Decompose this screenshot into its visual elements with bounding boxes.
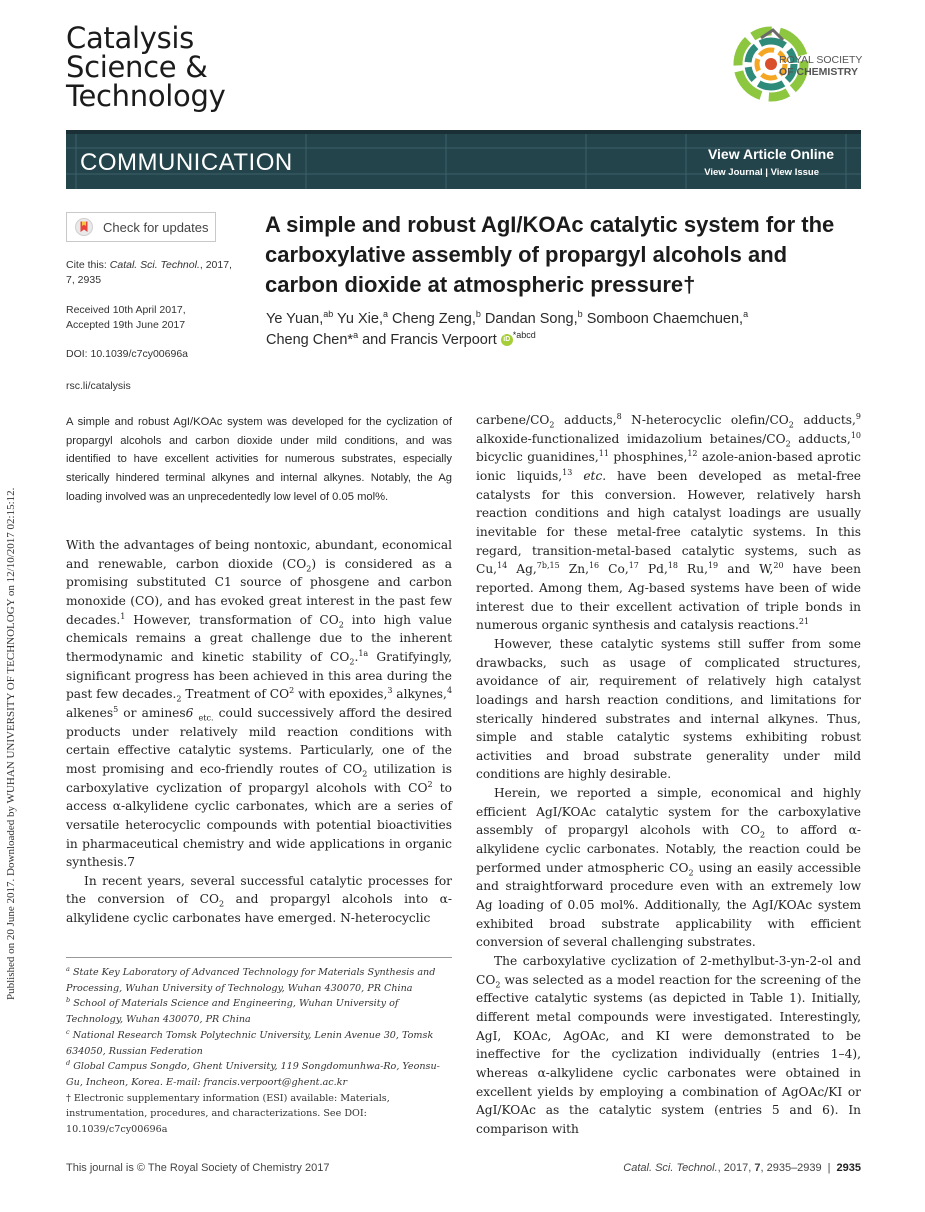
- text-run: Co,: [599, 562, 629, 577]
- citation-ref[interactable]: 10: [850, 430, 861, 440]
- citation-ref[interactable]: 18: [667, 561, 679, 571]
- text-run: and W,: [718, 562, 774, 577]
- citation-ref[interactable]: 5: [113, 704, 119, 714]
- italic-text: 6: [185, 705, 194, 720]
- text-run: In recent years, several successful catalytic processes for the conversion of CO: [66, 873, 452, 907]
- footnote-affiliation: [66, 1028, 456, 1059]
- text-run: The carboxylative cyclization of 2-methylbut-3-yn-2-ol and CO: [476, 954, 861, 987]
- footnote-divider: [66, 957, 452, 958]
- author-name: Ye Yuan,: [266, 311, 324, 327]
- view-article-online-link[interactable]: View Article Online: [707, 146, 834, 162]
- citation-ref[interactable]: 8: [616, 411, 622, 421]
- author-name: and Francis Verpoort: [358, 332, 501, 348]
- received-date: Received 10th April 2017,: [66, 304, 186, 316]
- paragraph: However, these catalytic systems still suffer from some drawbacks, such as usage of complicated structures, avoidance of air, requirement of relatively high catalyst loadings and harsh reaction conditions, and limitations for sterically hindered substrates and internal alkynes. Thus, simple and stable catalytic systems exhibiting robust activities and broad substrate generality under mild conditions are highly desirable.: [476, 636, 861, 782]
- subscript: 2: [338, 620, 344, 630]
- text-run: With the advantages of being nontoxic, abundant, economical and renewable, carbon dioxide (CO: [66, 538, 452, 571]
- text-run: have been reported. Among them, Ag-based systems have been of wide interest due to their excellent activation of triple bonds in numerous organic synthesis and catalysis reactions.: [476, 562, 861, 633]
- subscript: 2: [785, 439, 791, 449]
- footer-copyright: This journal is © The Royal Society of Chemistry 2017: [66, 1162, 330, 1174]
- footer-volume: 7: [754, 1162, 761, 1174]
- text-run: alkoxide-functionalized imidazolium betaines/CO: [476, 431, 786, 446]
- text-run: or amines: [118, 705, 186, 720]
- subscript: 2: [218, 899, 225, 909]
- citation-ref[interactable]: 1a: [358, 648, 369, 658]
- subscript: 2: [349, 657, 355, 667]
- footer-journal: Catal. Sci. Technol.: [623, 1162, 718, 1174]
- author-affil: b: [577, 309, 583, 320]
- doi[interactable]: DOI: 10.1039/c7cy00696a: [66, 348, 189, 360]
- author-affil: b: [475, 309, 481, 320]
- body-left-column: [66, 536, 452, 928]
- citation: [66, 258, 232, 287]
- footnote-text: National Research Tomsk Polytechnic University, Lenin Avenue 30, Tomsk 634050, Russian Federation: [66, 1029, 434, 1057]
- text-run: Ru,: [678, 562, 708, 577]
- author-affil: a: [353, 330, 359, 341]
- dates: [66, 303, 186, 332]
- paragraph: [476, 784, 861, 952]
- subscript: 2: [495, 980, 501, 990]
- article-title: A simple and robust AgI/KOAc catalytic system for the carboxylative assembly of propargyl alcohols and carbon dioxide at atmospheric pressure†: [265, 212, 835, 297]
- cite-journal: Catal. Sci. Technol.: [109, 259, 200, 271]
- citation-ref[interactable]: 2: [289, 686, 295, 696]
- text-run: [572, 469, 583, 483]
- citation-ref[interactable]: 12: [687, 449, 698, 459]
- text-run: Treatment of CO: [181, 687, 290, 702]
- check-for-updates-label: Check for updates: [103, 220, 209, 235]
- text-run: N-heterocyclic olefin/CO: [621, 413, 789, 427]
- subscript: etc.: [198, 713, 214, 723]
- rsc-logo[interactable]: [733, 24, 863, 112]
- footnote-esi: † Electronic supplementary information (ESI) available: Materials, instrumentation, procedures, and characterizations. See DOI: 10.1039/c7cy00696a: [66, 1092, 390, 1136]
- check-for-updates-button[interactable]: [66, 212, 216, 242]
- author-name: Cheng Chen*: [266, 332, 354, 348]
- citation-ref[interactable]: 7b,15: [536, 561, 560, 571]
- footnote-text: Global Campus Songdo, Ghent University, 119 Songdomunhwa-Ro, Yeonsu-Gu, Incheon, Korea. E-mail: francis.verpoort@ghent.ac.kr: [66, 1061, 440, 1088]
- view-links-divider: |: [765, 167, 768, 178]
- text-run: alkenes: [66, 705, 114, 720]
- footnotes: [66, 965, 456, 1138]
- italic-text: etc.: [583, 468, 607, 483]
- citation-ref[interactable]: 9: [855, 411, 862, 421]
- journal-title: [66, 21, 226, 113]
- footer-citation: [623, 1162, 861, 1174]
- subscript: 2: [549, 420, 555, 430]
- author-name: Yu Xie,: [333, 311, 383, 327]
- subscript: 2: [176, 694, 182, 704]
- citation-ref[interactable]: 17: [628, 561, 639, 571]
- authors: [266, 309, 836, 351]
- text-run: utilization is carboxylative cyclization of propargyl alcohols with CO: [66, 761, 452, 795]
- text-run: azole-anion-based aprotic ionic liquids,: [476, 450, 862, 483]
- accepted-date: Accepted 19th June 2017: [66, 318, 186, 331]
- text-run: to access α-alkylidene cyclic carbonates, which are a series of versatile heterocyclic compounds with potential bioactivities in pharmaceutical chemistry and wide applications in organic synthesis.: [66, 780, 452, 870]
- text-run: was selected as a model reaction for the screening of the effective catalytic systems (as depicted in Table 1). Initially, different metal compounds were investigated. Interestingly, AgI, KOAc, AgOAc, and KI were demonstrated to be ineffective for the cyclization individually (entries 1–4), whereas α-alkylidene cyclic carbonates were obtained in excellent yields by employing a combination of AgOAc/KI or AgI/KOAc as the catalytic system (entries 5 and 6). In comparison with: [476, 972, 861, 1136]
- page-number: 2935: [836, 1162, 861, 1174]
- view-issue-link[interactable]: View Issue: [770, 167, 819, 178]
- journal-link[interactable]: rsc.li/catalysis: [66, 380, 131, 392]
- author-affil: a: [743, 309, 749, 320]
- footnote-mark: d: [66, 1059, 71, 1068]
- citation-ref[interactable]: 1: [120, 611, 126, 621]
- footnote-affiliation: [66, 996, 456, 1027]
- citation-ref[interactable]: 2: [427, 779, 433, 789]
- citation-ref[interactable]: 13: [562, 467, 573, 477]
- cite-volume-page: 7, 2935: [66, 273, 102, 286]
- footnote-affiliation: [66, 965, 456, 996]
- bookmark-ribbon-icon: [75, 218, 93, 236]
- citation-ref[interactable]: 14: [497, 561, 508, 571]
- footer-pages: , 2935–2939: [760, 1162, 822, 1174]
- author-affil: *abcd: [512, 330, 536, 341]
- footnote-mark: c: [66, 1027, 70, 1036]
- text-run: adducts,: [793, 413, 856, 427]
- subscript: 2: [788, 420, 794, 430]
- journal-title-line2: Science &: [66, 50, 208, 84]
- footer-divider: |: [827, 1162, 831, 1174]
- subscript: 2: [688, 868, 694, 878]
- paragraph: [476, 952, 861, 1139]
- article-type-label: COMMUNICATION: [80, 149, 293, 176]
- footnote-text: State Key Laboratory of Advanced Technology for Materials Synthesis and Processing, Wuhan University of Technology, Wuhan 430070, PR China: [66, 967, 436, 994]
- footnote-mark: a: [66, 964, 70, 973]
- text-run: ) is considered as a promising substituted C1 source of phosgene and carbon monoxide (CO), and has evoked great interest in the past few decades.: [66, 556, 452, 627]
- paragraph: [476, 411, 861, 635]
- text-run: adducts,: [554, 413, 617, 427]
- citation-ref[interactable]: 3: [387, 686, 393, 696]
- paragraph: [66, 872, 452, 928]
- text-run: carbene/CO: [476, 413, 550, 427]
- text-run: to afford α-alkylidene cyclic carbonates. Notably, the reaction could be performed under atmospheric CO: [476, 823, 861, 875]
- citation-ref[interactable]: 16: [588, 561, 600, 571]
- subscript: 2: [759, 830, 766, 840]
- publication-notice-text: Published on 20 June 2017. Downloaded by WUHAN UNIVERSITY OF TECHNOLOGY on 12/10/2017 02:15:12.: [5, 487, 17, 1000]
- cite-year: , 2017,: [199, 259, 232, 271]
- text-run: bicyclic guanidines,: [476, 450, 599, 465]
- orcid-icon[interactable]: iD: [501, 334, 513, 346]
- author-affil: ab: [323, 309, 334, 320]
- subscript: 2: [306, 564, 312, 574]
- author-affil: a: [383, 309, 389, 320]
- view-links: [704, 167, 819, 178]
- body-right-column: [476, 411, 861, 1139]
- citation-ref[interactable]: 4: [446, 686, 453, 696]
- text-run: Gratifyingly, significant progress has been achieved in this area during the past few decades.: [66, 649, 452, 702]
- citation-ref[interactable]: 20: [773, 561, 784, 571]
- text-run: and propargyl alcohols into α-alkylidene cyclic carbonates have emerged. N-heterocyclic: [66, 892, 452, 926]
- text-run: with epoxides,: [294, 687, 388, 702]
- text-run: into high value chemicals remains a great challenge due to the inherent thermodynamic and kinetic stability of CO: [66, 612, 452, 664]
- text-run: using an easily accessible and straightforward procedure even with an extremely low Ag loading of 0.05 mol%. Additionally, the AgI/KOAc system exhibited broad substrate applicability with efficient conversion of several challenging substrates.: [476, 860, 861, 950]
- text-run: Zn,: [559, 562, 589, 577]
- text-run: could successively afford the desired products under relatively mild reaction conditions with certain effective catalytic systems. Particularly, one of the most promising and eco-friendly routes of CO: [66, 705, 453, 776]
- footnote-affiliation: [66, 1059, 456, 1090]
- citation-ref[interactable]: 19: [707, 561, 719, 571]
- author-name: Dandan Song,: [480, 311, 578, 327]
- text-run: 7: [127, 855, 135, 870]
- text-run: Ag,: [507, 562, 537, 577]
- text-run: have been developed as metal-free catalysts for this conversion. However, relatively harsh reaction conditions and high catalyst loadings are usually inevitable for these metal-free catalytic systems. In this regard, transition-metal-based catalytic systems, such as Cu,: [476, 468, 861, 577]
- view-journal-link[interactable]: View Journal: [704, 167, 763, 178]
- footnote-text: School of Materials Science and Engineering, Wuhan University of Technology, Wuhan 430070, PR China: [66, 998, 399, 1026]
- abstract: A simple and robust AgI/KOAc system was developed for the cyclization of propargyl alcohols and carbon dioxide under mild conditions, and was identified to have excellent activities for numerous substrates, especially sterically hindered terminal alkynes and internal alkynes. Notably, the Ag loading involved was an unprecedentedly low level of 0.05 mol%.: [66, 416, 452, 503]
- footnote-mark: b: [66, 996, 71, 1005]
- subscript: 2: [362, 769, 368, 779]
- publication-notice: [3, 150, 17, 1000]
- journal-title-line1: Catalysis: [66, 21, 194, 55]
- citation-ref[interactable]: 11: [598, 449, 609, 459]
- paragraph: [66, 536, 452, 872]
- cite-label: Cite this:: [66, 259, 107, 271]
- journal-title-line3: Technology: [66, 79, 226, 113]
- text-run: .: [354, 649, 359, 664]
- text-run: alkynes,: [392, 687, 447, 702]
- text-run: However, transformation of CO: [125, 612, 339, 627]
- footer-year: , 2017,: [717, 1162, 755, 1174]
- text-run: Pd,: [638, 562, 668, 577]
- rsc-logo-line2: OF CHEMISTRY: [779, 66, 858, 78]
- rsc-logo-line1: ROYAL SOCIETY: [779, 54, 863, 66]
- text-run: Herein, we reported a simple, economical and highly efficient AgI/KOAc catalytic system for the carboxylative assembly of propargyl alcohols with CO: [476, 786, 861, 838]
- text-run: phosphines,: [608, 450, 688, 465]
- author-name: Somboon Chaemchuen,: [582, 311, 744, 327]
- citation-ref[interactable]: 21: [798, 617, 810, 627]
- author-name: Cheng Zeng,: [388, 311, 476, 327]
- text-run: adducts,: [790, 431, 851, 446]
- communication-banner: [66, 130, 861, 189]
